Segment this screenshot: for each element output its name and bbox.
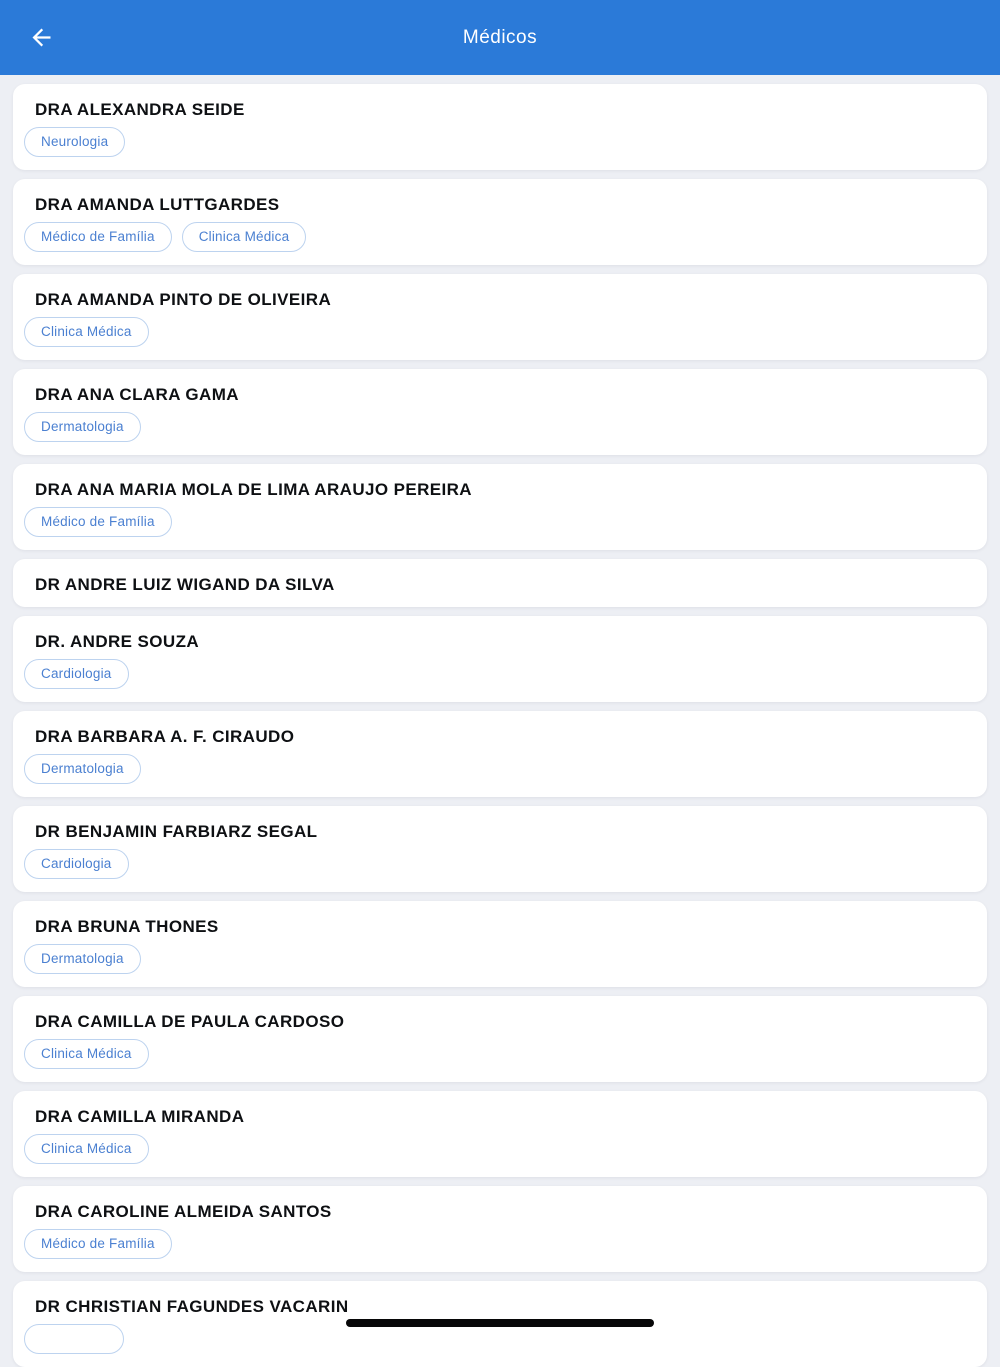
specialty-chip: Médico de Família: [24, 507, 172, 537]
specialty-chip: Clinica Médica: [24, 317, 149, 347]
doctor-name: DR BENJAMIN FARBIARZ SEGAL: [35, 822, 318, 841]
specialty-chip-row: [24, 1229, 967, 1259]
specialty-chip-row: [24, 944, 967, 974]
specialty-chip: Clinica Médica: [182, 222, 307, 252]
doctor-name: DRA BRUNA THONES: [35, 917, 219, 936]
doctor-name: DRA CAMILLA MIRANDA: [35, 1107, 245, 1126]
doctor-card[interactable]: [13, 806, 987, 892]
app-header: [0, 0, 1000, 75]
doctor-card[interactable]: [13, 901, 987, 987]
doctor-card[interactable]: [13, 274, 987, 360]
specialty-chip: Dermatologia: [24, 412, 141, 442]
doctor-card[interactable]: [13, 616, 987, 702]
specialty-chip-row: [24, 412, 967, 442]
specialty-chip-row: [24, 849, 967, 879]
specialty-chip-row: [24, 317, 967, 347]
doctor-card[interactable]: [13, 1186, 987, 1272]
back-button[interactable]: [18, 15, 64, 61]
specialty-chip: Cardiologia: [24, 849, 129, 879]
specialty-chip-row: [24, 222, 967, 252]
specialty-chip-row: [24, 1039, 967, 1069]
home-indicator-bar[interactable]: [346, 1319, 654, 1327]
specialty-chip-row: [24, 754, 967, 784]
specialty-chip-row: [24, 1324, 967, 1354]
doctor-card[interactable]: [13, 464, 987, 550]
doctor-name: DRA BARBARA A. F. CIRAUDO: [35, 727, 295, 746]
specialty-chip: Dermatologia: [24, 944, 141, 974]
doctor-name: DR ANDRE LUIZ WIGAND DA SILVA: [35, 575, 335, 594]
specialty-chip: Cardiologia: [24, 659, 129, 689]
doctor-name: DRA AMANDA LUTTGARDES: [35, 195, 280, 214]
doctor-name: DRA ANA CLARA GAMA: [35, 385, 239, 404]
doctor-card[interactable]: [13, 711, 987, 797]
specialty-chip-row: [24, 1134, 967, 1164]
doctor-card[interactable]: [13, 369, 987, 455]
doctor-card[interactable]: [13, 996, 987, 1082]
page-title: Médicos: [462, 26, 538, 48]
doctor-card[interactable]: [13, 559, 987, 607]
specialty-chip: Clinica Médica: [24, 1134, 149, 1164]
doctor-card[interactable]: [13, 179, 987, 265]
specialty-chip: Neurologia: [24, 127, 125, 157]
doctor-card[interactable]: [13, 1091, 987, 1177]
doctor-name: DRA ALEXANDRA SEIDE: [35, 100, 245, 119]
arrow-left-icon: [28, 24, 55, 51]
specialty-chip: Clinica Médica: [24, 1039, 149, 1069]
doctor-name: DR CHRISTIAN FAGUNDES VACARIN: [35, 1297, 349, 1316]
doctor-name: DRA ANA MARIA MOLA DE LIMA ARAUJO PEREIRA: [35, 480, 472, 499]
doctor-list: [0, 75, 1000, 1367]
doctor-name: DRA AMANDA PINTO DE OLIVEIRA: [35, 290, 332, 309]
specialty-chip: Médico de Família: [24, 1229, 172, 1259]
specialty-chip-row: [24, 659, 967, 689]
specialty-chip: Médico de Família: [24, 222, 172, 252]
specialty-chip-row: [24, 507, 967, 537]
doctor-name: DRA CAROLINE ALMEIDA SANTOS: [35, 1202, 332, 1221]
specialty-chip-row: [24, 127, 967, 157]
doctor-name: DR. ANDRE SOUZA: [35, 632, 200, 651]
specialty-chip: Dermatologia: [24, 754, 141, 784]
doctor-card[interactable]: [13, 84, 987, 170]
specialty-chip: [24, 1324, 124, 1354]
doctor-name: DRA CAMILLA DE PAULA CARDOSO: [35, 1012, 345, 1031]
